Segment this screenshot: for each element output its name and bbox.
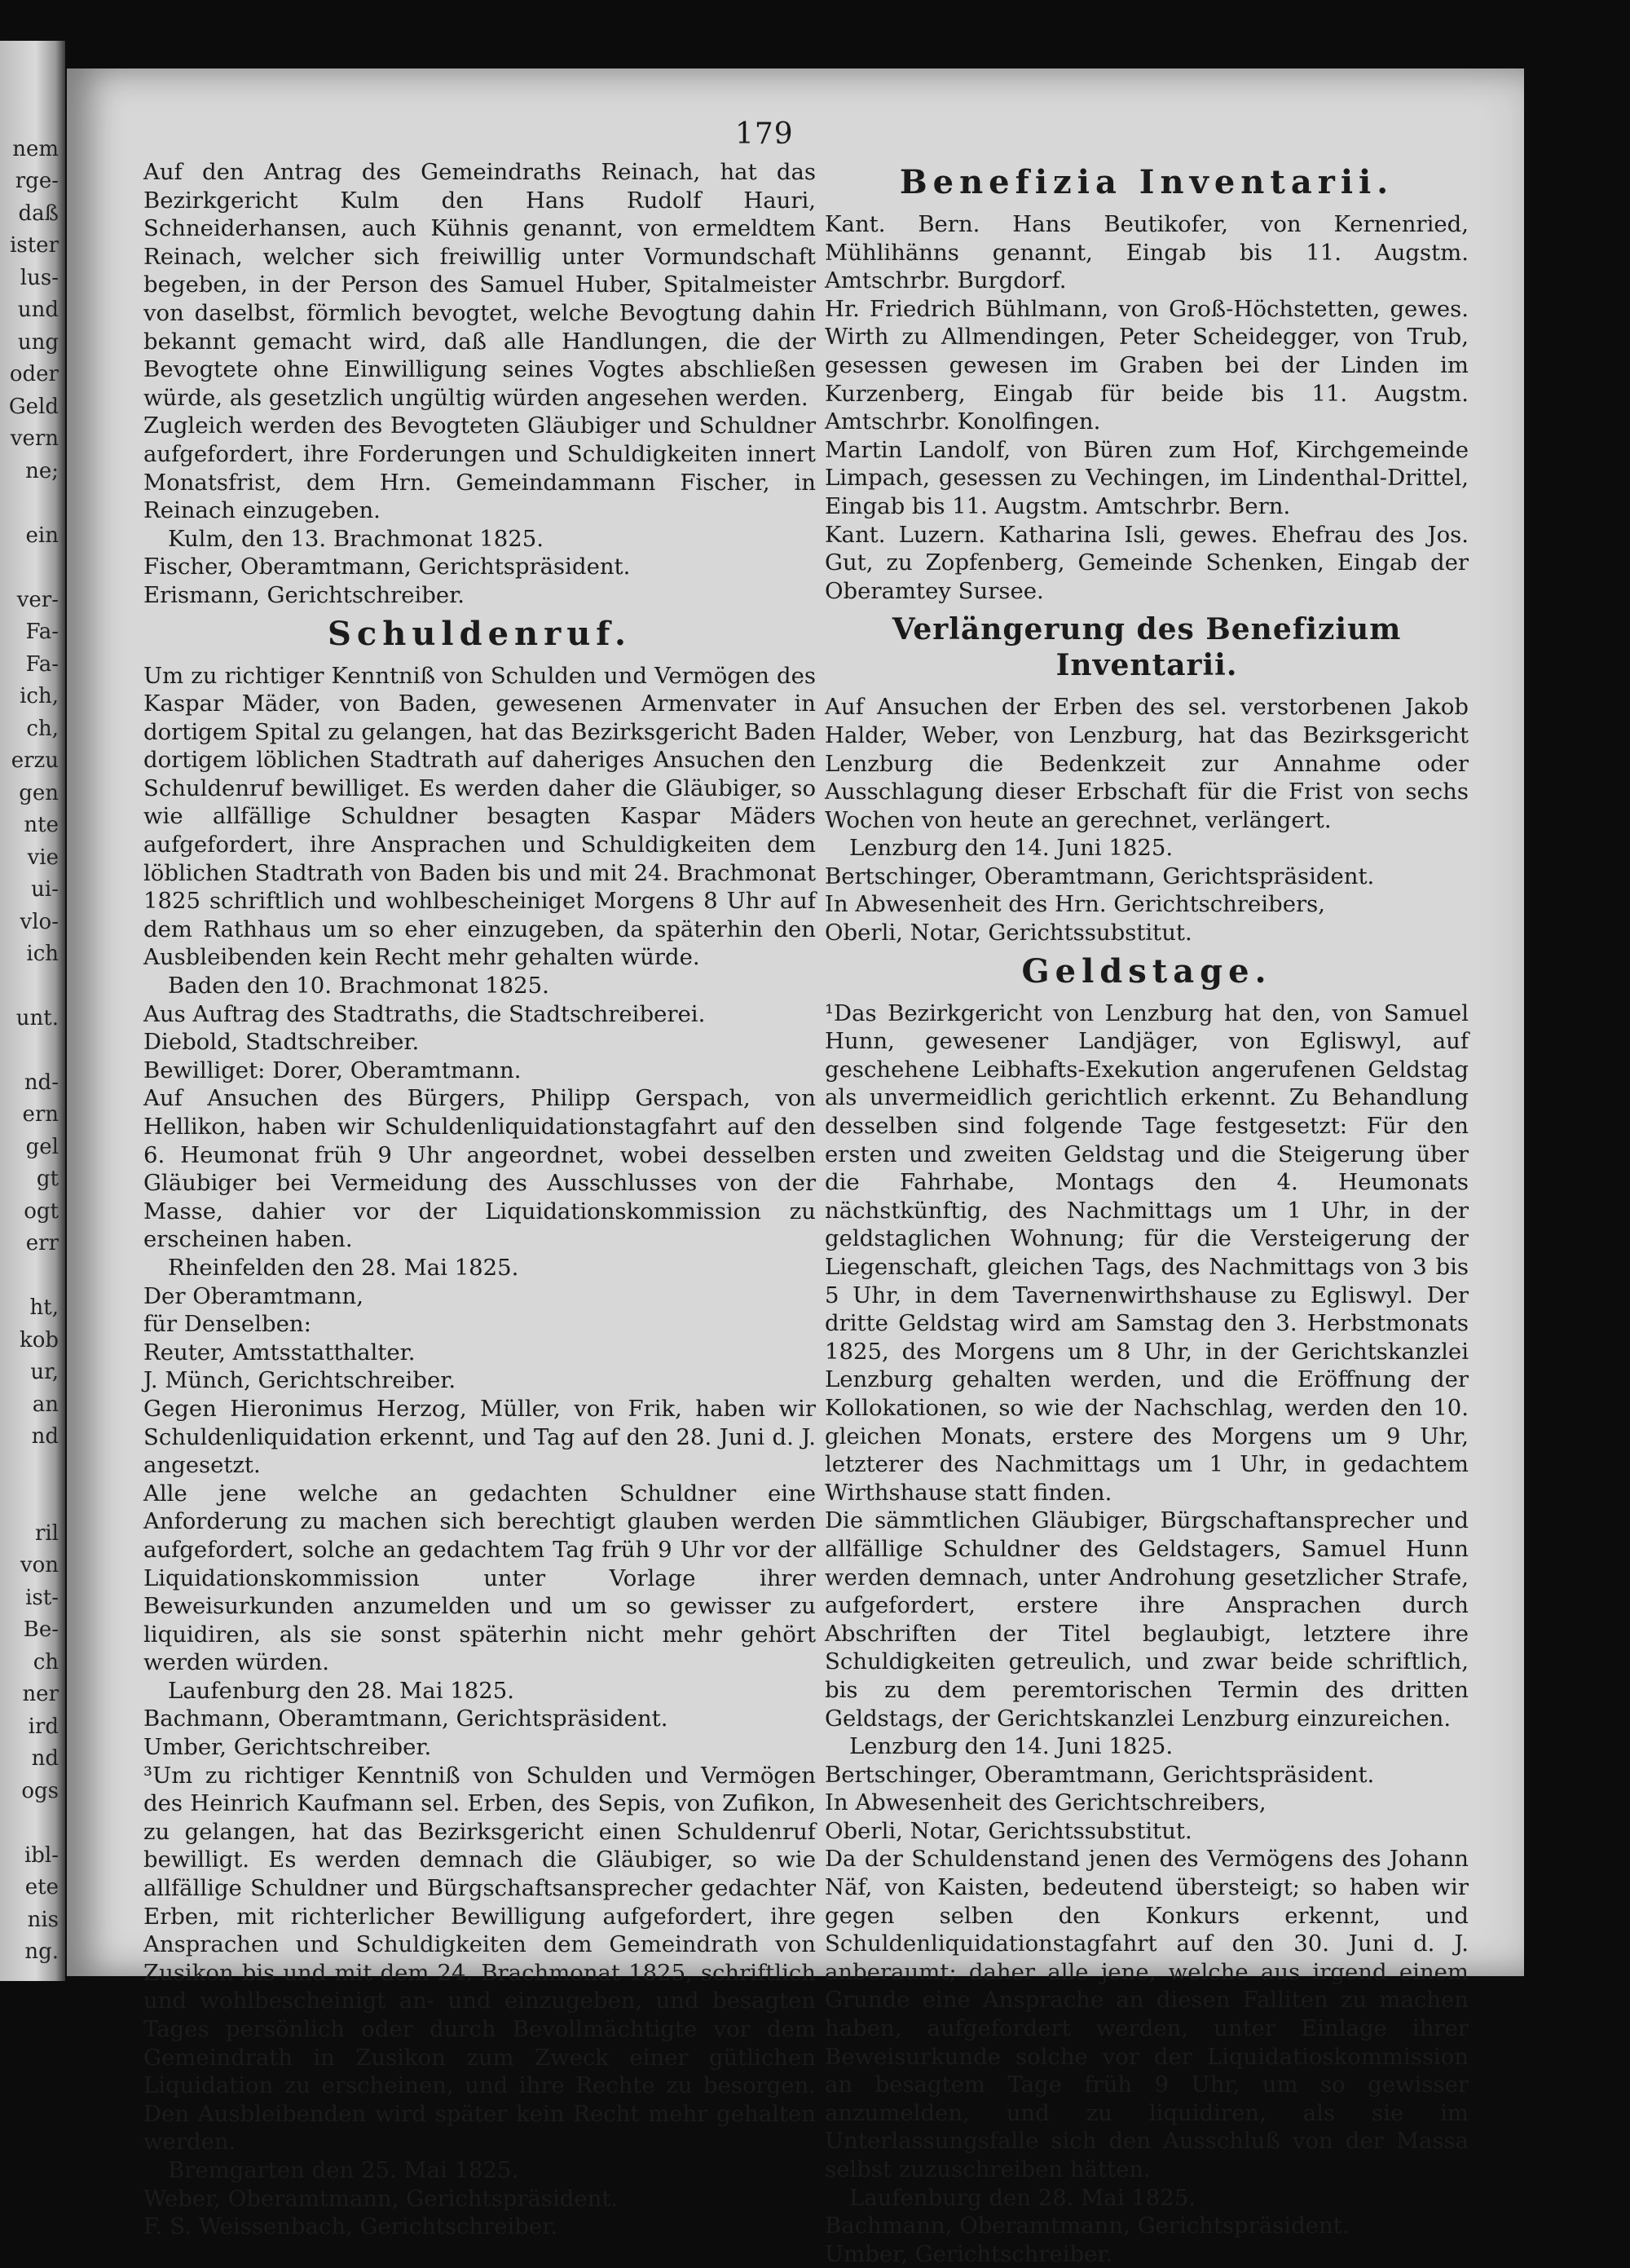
left-column: [143, 158, 816, 2241]
notice-date: Lenzburg den 14. Juni 1825.: [849, 835, 1174, 862]
notice-paragraph: Alle jene welche an gedachten Schuldner eine Anforderung zu machen sich berechtigt glauben werden aufgefordert, solche an gedachtem Tag früh 9 Uhr vor der Liquidationskommission unter Vorlage ihrer Beweisurkunden anzumelden und um so gewisser zu liquidiren, als sie sonst späterhin nicht mehr gehört werden würden.: [143, 1480, 816, 1676]
margin-fragment: ogs: [21, 1778, 59, 1803]
margin-fragment: gt: [36, 1167, 59, 1192]
notice-date: Laufenburg den 28. Mai 1825.: [849, 2184, 1196, 2211]
margin-fragment: ister: [10, 233, 59, 258]
margin-fragment: ver-: [16, 587, 59, 612]
margin-fragment: gel: [25, 1134, 59, 1159]
margin-fragment: vern: [10, 426, 59, 452]
newspaper-page: [67, 68, 1524, 2267]
margin-fragment: ng.: [24, 1939, 59, 1965]
margin-fragment: nte: [24, 813, 59, 838]
margin-fragment: ner: [22, 1682, 59, 1707]
margin-fragment: nis: [27, 1907, 59, 1932]
margin-fragment: unt.: [15, 1006, 59, 1031]
notice-signature: Der Oberamtmann,: [143, 1282, 363, 1309]
notice-signature: Bertschinger, Oberamtmann, Gerichtspräsident.: [825, 1761, 1375, 1788]
margin-fragment: ogt: [24, 1198, 59, 1224]
section-heading: Benefizia Inventarii.: [899, 163, 1394, 201]
notice-signature: Diebold, Stadtschreiber.: [143, 1029, 420, 1056]
notice-signature: Aus Auftrag des Stadtraths, die Stadtschreiberei.: [143, 1000, 706, 1027]
notice-paragraph: Hr. Friedrich Bühlmann, von Groß-Höchstetten, gewes. Wirth zu Allmendingen, Peter Scheidegger, von Trub, gesessen gewesen im Graben bei der Linden im Kurzenberg, Eingab für beide bis 11. Augstm. Amtschrbr. Konolfingen.: [825, 295, 1469, 435]
notice-paragraph: Auf Ansuchen der Erben des sel. verstorbenen Jakob Halder, Weber, von Lenzburg, hat das Bezirksgericht Lenzburg die Bedenkzeit zur Annahme oder Ausschlagung dieser Erbschaft für die Frist von sechs Wochen von heute an gerechnet, verlängert.: [825, 694, 1469, 833]
previous-page-edge: [0, 41, 65, 1981]
margin-fragment: an: [32, 1392, 59, 1417]
notice-paragraph: Da der Schuldenstand jenen des Vermögens des Johann Näf, von Kaisten, bedeutend übersteigt; so haben wir gegen selben den Konkurs erkennt, und Schuldenliquidationstagfahrt auf den 30. Juni d. J. anberaumt; daher alle jene, welche aus irgend einem Grunde eine Ansprache an diesen Falliten zu machen haben, aufgefordert werden, unter Einlage ihrer Beweisurkunde solche vor der Liquidatioskommission an besagtem Tage früh 9 Uhr, um so gewisser anzumelden, und zu liquidiren, als sie im Unterlassungsfalle sich den Ausschluß von der Massa selbst zuzuschreiben hätten.: [825, 1846, 1469, 2182]
notice-signature: F. S. Weissenbach, Gerichtschreiber.: [143, 2213, 558, 2240]
notice-signature: Bachmann, Oberamtmann, Gerichtspräsident.: [825, 2213, 1350, 2239]
notice-line: Bewilliget: Dorer, Oberamtmann.: [143, 1057, 522, 1083]
margin-fragment: ht,: [29, 1295, 59, 1321]
margin-fragment: daß: [18, 201, 59, 226]
margin-fragment: nd: [31, 1424, 59, 1449]
notice-paragraph: Martin Landolf, von Büren zum Hof, Kirchgemeinde Limpach, gesessen zu Vechingen, im Lindenthal-Drittel, Eingab bis 11. Augstm. Amtschrbr. Bern.: [825, 436, 1469, 519]
notice-paragraph: Kant. Luzern. Katharina Isli, gewes. Ehefrau des Jos. Gut, zu Zopfenberg, Gemeinde Schenken, Eingab der Oberamtey Sursee.: [825, 521, 1469, 604]
margin-fragment: ch,: [26, 716, 59, 741]
page-number: 179: [735, 117, 794, 151]
margin-fragment: ich: [26, 942, 59, 967]
notice-signature: Oberli, Notar, Gerichtssubstitut.: [825, 920, 1192, 946]
notice-paragraph: Die sämmtlichen Gläubiger, Bürgschaftansprecher und allfällige Schuldner des Geldstagers, Samuel Hunn werden demnach, unter Androhung gesetzlicher Strafe, aufgefordert, erstere ihre Ansprachen durch Abschriften der Titel beglaubigt, letztere ihre Schuldigkeiten getreulich, und zwar beide schriftlich, bis zu dem peremtorischen Termin des dritten Geldstags, der Gerichtskanzlei Lenzburg einzureichen.: [825, 1507, 1469, 1732]
margin-fragment: err: [25, 1231, 59, 1256]
notice-signature: In Abwesenheit des Hrn. Gerichtschreibers,: [825, 891, 1325, 918]
notice-date: Baden den 10. Brachmonat 1825.: [168, 973, 549, 999]
notice-paragraph: Um zu richtiger Kenntniß von Schulden und Vermögen des Kaspar Mäder, von Baden, gewesenen Armenvater in dortigem Spital zu gelangen, hat das Bezirksgericht Baden dortigem löblichen Stadtrath auf daheriges Ansuchen den Schuldenruf bewilliget. Es werden daher die Gläubiger, so wie allfällige Schuldner besagten Kaspar Mäders aufgefordert, ihre Ansprachen und Schuldigkeiten dem löblichen Stadtrath von Baden bis und mit 24. Brachmonat 1825 schriftlich und wohlbescheiniget Morgens 8 Uhr auf dem Rathhaus um so eher einzugeben, da späterhin den Ausbleibenden kein Recht mehr gehalten würde.: [143, 662, 816, 971]
notice-date: Bremgarten den 25. Mai 1825.: [168, 2156, 519, 2183]
section-heading: Geldstage.: [1021, 951, 1272, 991]
notice-paragraph: Zugleich werden des Bevogteten Gläubiger und Schuldner aufgefordert, ihre Forderungen und Schuldigkeiten innert Monatsfrist, dem Hrn. Gemeindammann Fischer, in Reinach einzugeben.: [143, 413, 816, 524]
margin-fragment: ist-: [25, 1585, 59, 1610]
margin-fragment: ril: [34, 1520, 59, 1546]
margin-fragment: Fa-: [25, 620, 59, 645]
margin-fragment: ibl-: [24, 1842, 59, 1868]
margin-fragment: oder: [9, 362, 59, 387]
margin-fragment: ern: [22, 1102, 59, 1127]
notice-signature: Reuter, Amtsstatthalter.: [143, 1339, 416, 1366]
margin-fragment: vie: [27, 845, 59, 870]
notice-paragraph: ¹Das Bezirkgericht von Lenzburg hat den, von Samuel Hunn, gewesener Landjäger, von Egliswyl, auf geschehene Leibhafts-Exekution angerufenen Geldstag als unvermeidlich gerichtlich erkennt. Zu Behandlung desselben sind folgende Tage festgesetzt: Für den ersten und zweiten Geldstag und die Steigerung über die Fahrhabe, Montags den 4. Heumonats nächstkünftig, des Nachmittags um 1 Uhr, in der geldstaglichen Wohnung; für die Versteigerung der Liegenschaft, gleichen Tags, des Nachmittags von 3 bis 5 Uhr, in dem Tavernenwirthshause zu Egliswyl. Der dritte Geldstag wird am Samstag den 3. Herbstmonats 1825, des Morgens um 8 Uhr, in der Gerichtskanzlei Lenzburg gehalten werden, und die Eröffnung der Kollokationen, so wie der Nachschlag, werden den 10. gleichen Monats, erstere des Morgens um 9 Uhr, letzterer des Nachmittags um 1 Uhr, in gedachtem Wirthshause statt finden.: [825, 999, 1469, 1506]
notice-signature: für Denselben:: [143, 1311, 311, 1338]
margin-fragment: erzu: [11, 748, 59, 774]
margin-fragment: ne;: [25, 458, 59, 483]
section-heading: Verlängerung des Benefizium Inventarii.: [892, 612, 1402, 683]
notice-signature: Bachmann, Oberamtmann, Gerichtspräsident.: [143, 1705, 668, 1732]
notice-date: Laufenburg den 28. Mai 1825.: [168, 1677, 514, 1704]
margin-fragment: ui-: [31, 877, 59, 902]
margin-fragment: ung: [17, 329, 59, 355]
margin-fragment: ete: [24, 1875, 59, 1900]
notice-paragraph: Auf Ansuchen des Bürgers, Philipp Gerspach, von Hellikon, haben wir Schuldenliquidationstagfahrt auf den 6. Heumonat früh 9 Uhr angeordnet, wobei desselben Gläubiger bei Vermeidung des Ausschlusses von der Masse, dahier vor der Liquidationskommission zu erscheinen haben.: [143, 1085, 816, 1253]
notice-date: Kulm, den 13. Brachmonat 1825.: [168, 525, 544, 552]
margin-fragment: von: [20, 1553, 59, 1578]
notice-date: Lenzburg den 14. Juni 1825.: [849, 1733, 1174, 1760]
section-heading: Schuldenruf.: [328, 614, 632, 653]
margin-fragment: ch: [33, 1649, 59, 1675]
notice-paragraph: Gegen Hieronimus Herzog, Müller, von Frik, haben wir Schuldenliquidation erkennt, und Tag auf den 28. Juni d. J. angesetzt.: [143, 1395, 816, 1479]
notice-signature: Weber, Oberamtmann, Gerichtspräsident.: [143, 2185, 619, 2212]
notice-signature: Fischer, Oberamtmann, Gerichtspräsident.: [143, 554, 631, 580]
margin-fragment: vlo-: [20, 909, 59, 934]
margin-fragment: und: [17, 298, 59, 323]
margin-fragment: ein: [25, 523, 59, 548]
margin-fragment: Geld: [8, 394, 59, 419]
notice-signature: Umber, Gerichtschreiber.: [143, 1734, 432, 1761]
margin-fragment: nd-: [24, 1070, 59, 1095]
notice-signature: In Abwesenheit des Gerichtschreibers,: [825, 1789, 1267, 1816]
notice-paragraph: Kant. Bern. Hans Beutikofer, von Kernenried, Mühlihänns genannt, Eingab bis 11. Augstm. Amtschrbr. Burgdorf.: [825, 211, 1469, 294]
margin-fragment: nem: [12, 137, 59, 161]
notice-signature: Oberli, Notar, Gerichtssubstitut.: [825, 1817, 1192, 1844]
margin-fragment: Be-: [23, 1617, 59, 1643]
margin-fragment: gen: [19, 780, 59, 805]
margin-fragment: ich,: [20, 684, 59, 709]
margin-fragment: rge-: [15, 169, 59, 194]
right-column: [825, 158, 1469, 2268]
notice-paragraph: Auf den Antrag des Gemeindraths Reinach, hat das Bezirkgericht Kulm den Hans Rudolf Hauri, Schneiderhansen, auch Kühnis genannt, von ermeldtem Reinach, welcher sich freiwillig unter Vormundschaft begeben, in der Person des Samuel Huber, Spitalmeister von daselbst, förmlich bevogtet, welche Bevogtung dahin bekannt gemacht wird, daß alle Handlungen, die der Bevogtete ohne Einwilligung seines Vogtes abschließen würde, als gesetzlich ungültig würden angesehen werden.: [143, 159, 816, 411]
margin-fragment: nd: [31, 1746, 59, 1772]
notice-date: Rheinfelden den 28. Mai 1825.: [168, 1254, 519, 1281]
notice-paragraph: ³Um zu richtiger Kenntniß von Schulden und Vermögen des Heinrich Kaufmann sel. Erben, des Sepis, von Zufikon, zu gelangen, hat das Bezirksgericht einen Schuldenruf bewilligt. Es werden demnach die Gläubiger, so wie allfällige Schuldner und Bürgschaftsansprecher gedachter Erben, mit richterlicher Bewilligung aufgefordert, ihre Ansprachen und Schuldigkeiten dem Gemeindrath von Zusikon bis und mit dem 24. Brachmonat 1825, schriftlich und wohlbescheinigt an- und einzugeben, und besagten Tages persönlich oder durch Bevollmächtigte vor dem Gemeindrath in Zusikon zum Zweck einer gütlichen Liquidation zu erscheinen, und ihre Rechte zu besorgen. Den Ausbleibenden wird später kein Recht mehr gehalten werden.: [143, 1762, 816, 2155]
notice-signature: Erismann, Gerichtschreiber.: [143, 581, 465, 608]
margin-fragment: kob: [19, 1327, 59, 1352]
margin-fragment: ur,: [30, 1360, 59, 1385]
margin-fragment: Fa-: [25, 651, 59, 677]
notice-signature: Bertschinger, Oberamtmann, Gerichtspräsident.: [825, 863, 1375, 889]
notice-signature: J. Münch, Gerichtschreiber.: [143, 1367, 456, 1394]
margin-fragment: ird: [28, 1714, 59, 1739]
margin-fragment: lus-: [20, 265, 59, 290]
notice-signature: Umber, Gerichtschreiber.: [825, 2240, 1113, 2267]
